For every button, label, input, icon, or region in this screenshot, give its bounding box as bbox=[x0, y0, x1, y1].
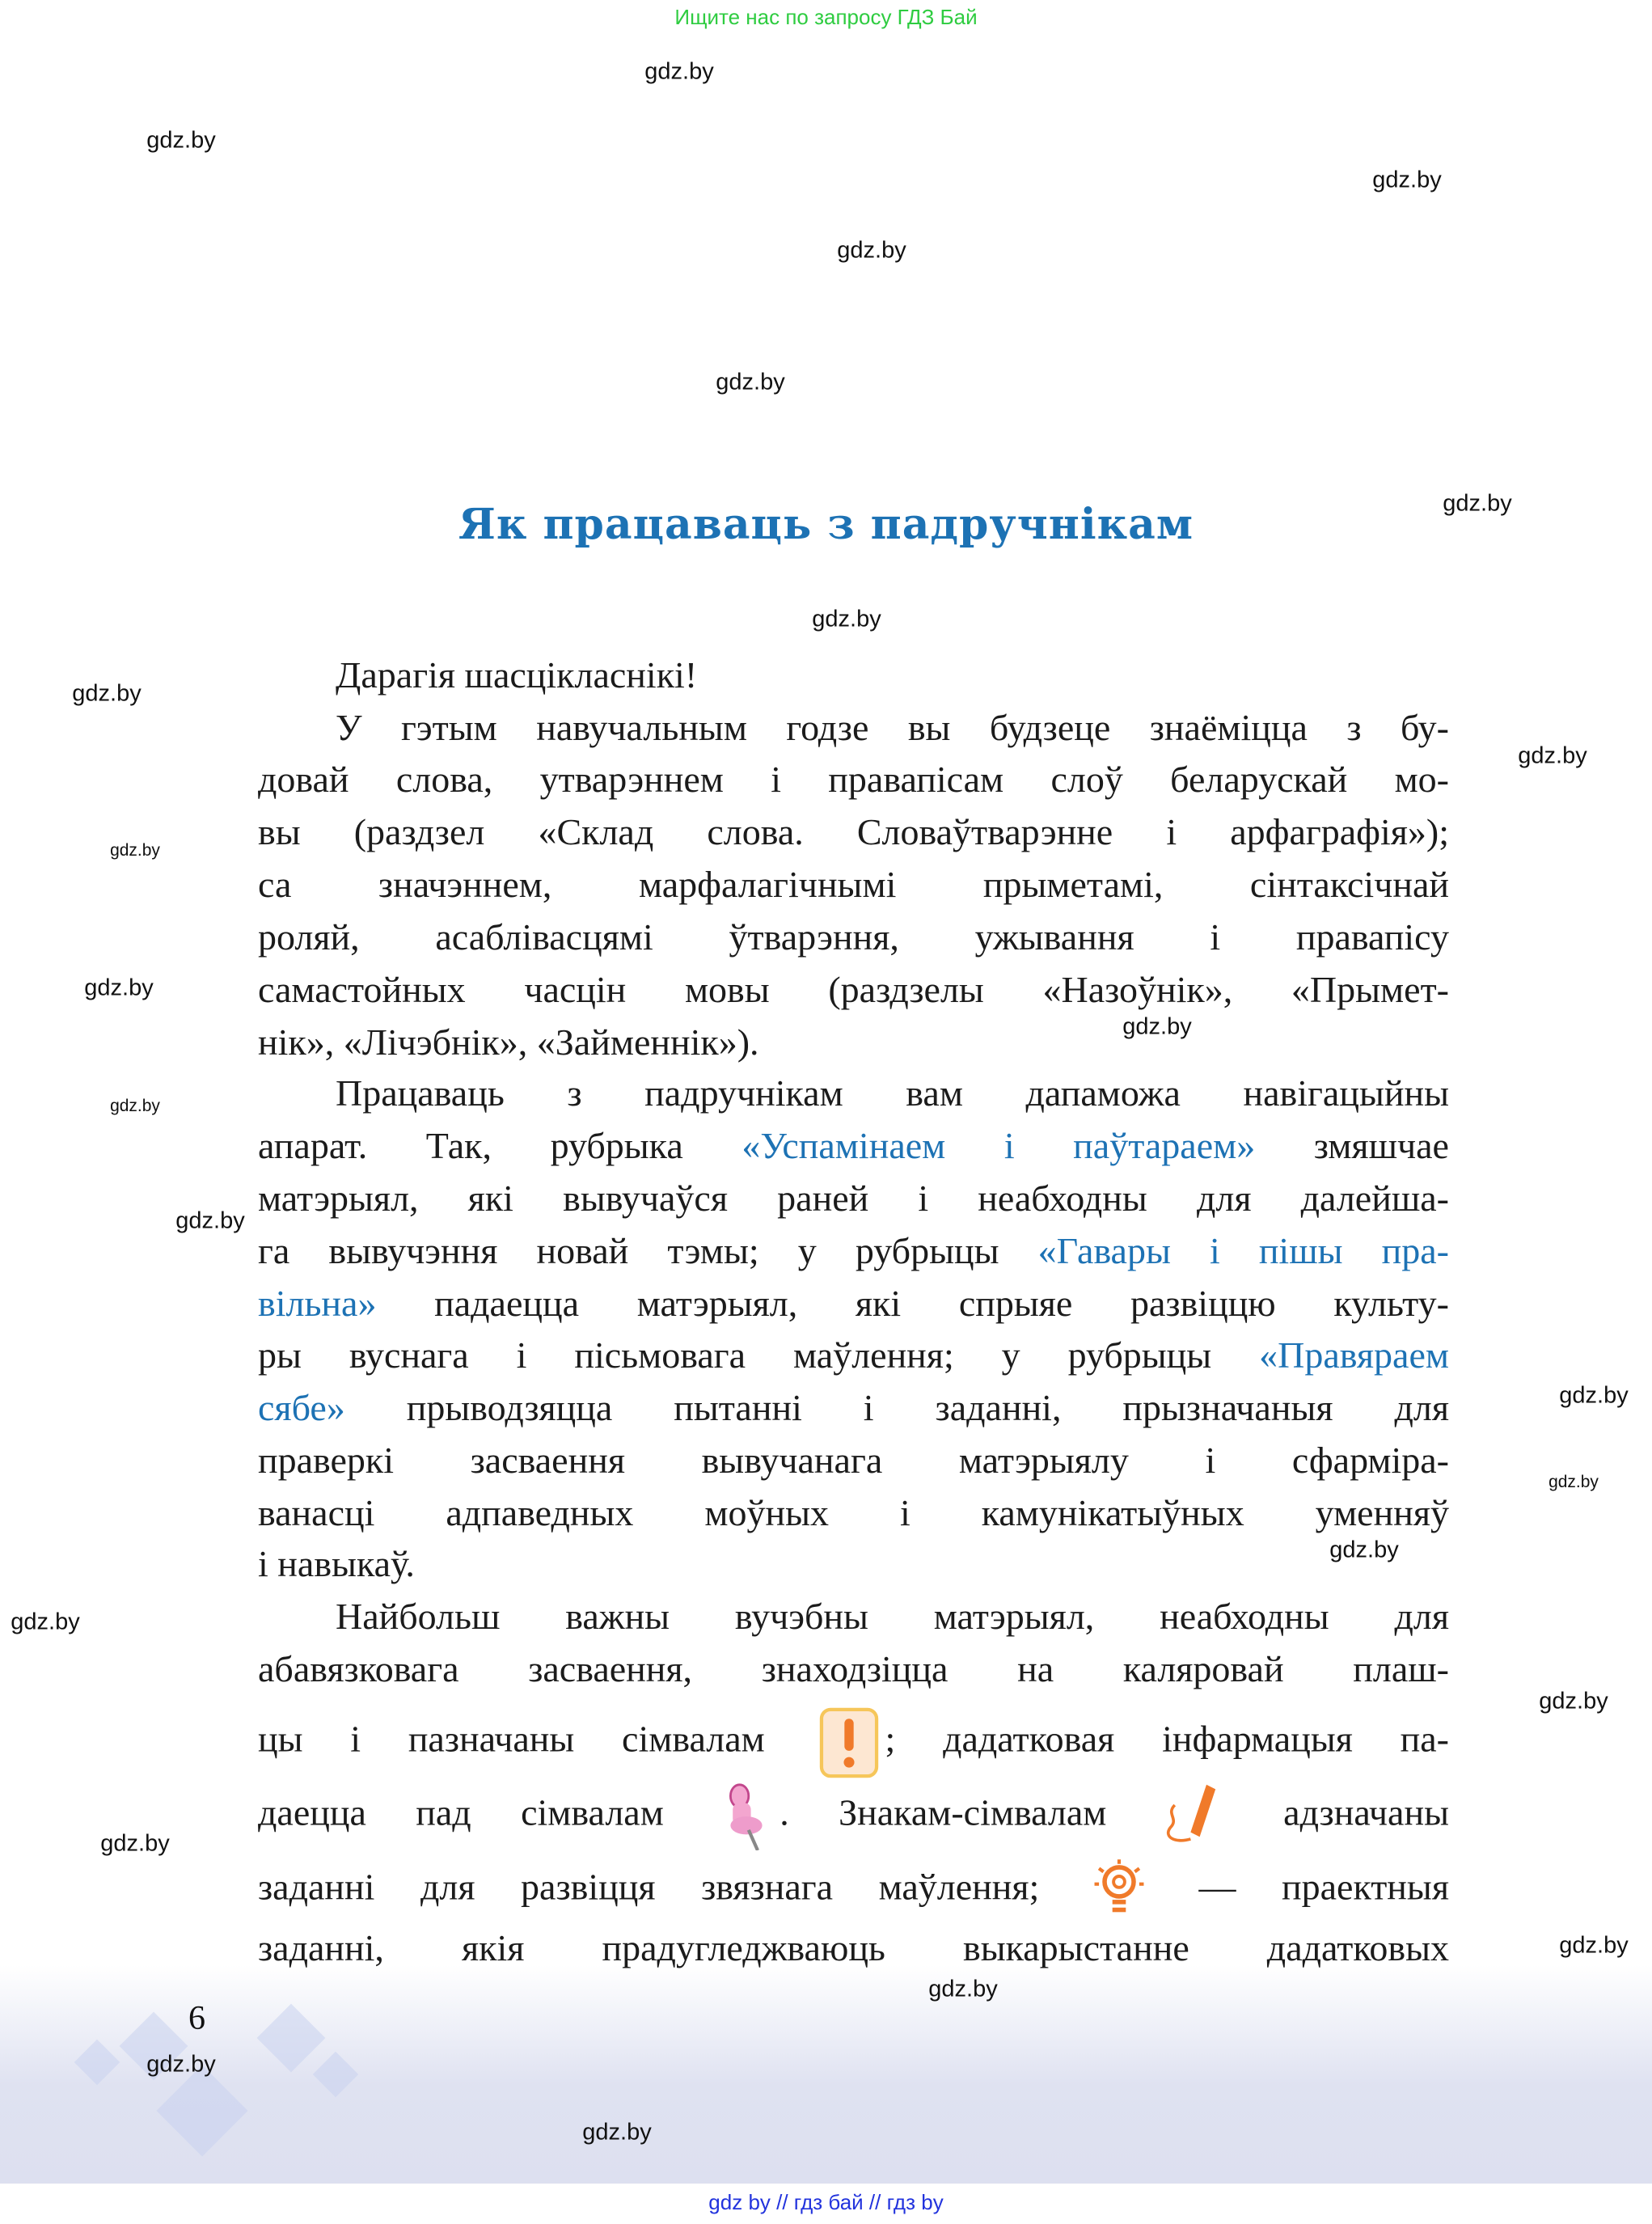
text-line bbox=[258, 967, 1449, 1013]
rubric-name: сябе» bbox=[258, 1387, 345, 1428]
text-line bbox=[336, 653, 1449, 698]
text-segment: адзначаны bbox=[1233, 1791, 1449, 1833]
text-line bbox=[258, 1385, 1449, 1431]
text-segment: ры вуснага і пісьмовага маўлення; у рубрыцы bbox=[258, 1334, 1260, 1376]
text-line bbox=[258, 1020, 1449, 1065]
text-line bbox=[258, 1782, 1449, 1850]
watermark: gdz.by bbox=[812, 606, 881, 632]
rubric-name: «Гавары і пішы пра- bbox=[1037, 1230, 1449, 1271]
text-segment: роляй, асаблівасцямі ўтварэння, ужывання і правапісу bbox=[258, 916, 1449, 958]
text-segment: апарат. Так, рубрыка bbox=[258, 1125, 742, 1166]
text-line bbox=[258, 810, 1449, 855]
text-segment: вы (раздзел «Склад слова. Словаўтварэнне і арфаграфія»); bbox=[258, 811, 1449, 852]
text-segment: . Знакам-сімвалам bbox=[780, 1791, 1156, 1833]
text-segment: заданні, якія прадугледжваюць выкарыстанне дадатковых bbox=[258, 1927, 1449, 1968]
watermark: gdz.by bbox=[1559, 1382, 1629, 1409]
rubric-name: вільна» bbox=[258, 1283, 377, 1324]
text-line bbox=[258, 1281, 1449, 1326]
watermark: gdz.by bbox=[837, 237, 906, 264]
watermark: gdz.by bbox=[644, 58, 714, 85]
text-line bbox=[258, 1926, 1449, 1971]
text-segment: Працаваць з падручнікам вам дапаможа навігацыйны bbox=[336, 1072, 1449, 1114]
text-segment: Найбольш важны вучэбны матэрыял, неабходны для bbox=[336, 1596, 1449, 1637]
text-line bbox=[258, 1333, 1449, 1378]
text-line bbox=[258, 1438, 1449, 1483]
text-line bbox=[258, 1490, 1449, 1536]
text-segment: — праектныя bbox=[1152, 1866, 1449, 1908]
text-line bbox=[258, 1707, 1449, 1778]
text-segment: матэрыял, які вывучаўся раней і неабходны для далейша- bbox=[258, 1178, 1449, 1219]
pen-icon bbox=[1161, 1782, 1229, 1850]
text-line bbox=[258, 1176, 1449, 1221]
text-line bbox=[258, 862, 1449, 907]
text-segment: заданні для развіцця звязнага маўлення; bbox=[258, 1866, 1085, 1908]
watermark: gdz.by bbox=[1539, 1688, 1608, 1715]
watermark: gdz.by bbox=[84, 975, 154, 1001]
watermark: gdz.by bbox=[72, 680, 142, 707]
text-line bbox=[258, 1647, 1449, 1692]
watermark: gdz.by bbox=[146, 127, 216, 154]
watermark: gdz.by bbox=[1518, 742, 1587, 769]
watermark: gdz.by bbox=[1329, 1537, 1399, 1563]
text-segment: довай слова, утварэннем і правапісам слоў беларускай мо- bbox=[258, 759, 1449, 800]
watermark: gdz.by bbox=[1548, 1473, 1599, 1491]
text-segment: змяшчае bbox=[1255, 1125, 1449, 1166]
footer-links[interactable]: gdz by // гдз бай // гдз by bbox=[708, 2190, 944, 2214]
watermark: gdz.by bbox=[716, 369, 785, 395]
page-title: Як працаваць з падручнікам bbox=[458, 500, 1194, 549]
rubric-name: «Правяраем bbox=[1259, 1334, 1449, 1376]
watermark: gdz.by bbox=[582, 2119, 652, 2146]
text-segment: даецца пад сімвалам bbox=[258, 1791, 714, 1833]
lightbulb-icon bbox=[1090, 1857, 1148, 1925]
text-segment: га вывучэння новай тэмы; у рубрыцы bbox=[258, 1230, 1038, 1271]
text-segment: У гэтым навучальным годзе вы будзеце знаёміцца з бу- bbox=[336, 707, 1449, 748]
text-segment: Дарагія шасцікласнікі! bbox=[336, 654, 698, 696]
page-number: 6 bbox=[188, 2000, 205, 2037]
text-segment: ; дадатковая інфармацыя па- bbox=[885, 1718, 1450, 1760]
watermark: gdz.by bbox=[1372, 167, 1442, 193]
watermark: gdz.by bbox=[100, 1830, 170, 1857]
watermark: gdz.by bbox=[110, 841, 160, 860]
watermark: gdz.by bbox=[110, 1097, 160, 1115]
search-banner[interactable]: Ищите нас по запросу ГДЗ Бай bbox=[674, 5, 978, 29]
text-line bbox=[336, 1071, 1449, 1116]
watermark: gdz.by bbox=[1122, 1013, 1192, 1040]
text-line bbox=[336, 705, 1449, 750]
rubric-name: «Успамінаем і паўтараем» bbox=[741, 1125, 1256, 1166]
text-segment: нік», «Лічэбнік», «Займеннік»). bbox=[258, 1021, 759, 1063]
text-segment: цы і пазначаны сімвалам bbox=[258, 1718, 813, 1760]
watermark: gdz.by bbox=[1443, 490, 1512, 517]
watermark: gdz.by bbox=[928, 1976, 998, 2002]
text-line bbox=[258, 1541, 1449, 1587]
text-segment: прыводзяцца пытанні і заданні, прызначаныя для bbox=[344, 1387, 1449, 1428]
text-line bbox=[258, 1857, 1449, 1925]
watermark: gdz.by bbox=[146, 2051, 216, 2078]
watermark: gdz.by bbox=[11, 1609, 80, 1635]
page-bottom-background bbox=[0, 1965, 1652, 2184]
text-segment: са значэннем, марфалагічнымі прыметамі, сінтаксічнай bbox=[258, 864, 1449, 905]
pushpin-icon bbox=[718, 1782, 775, 1850]
text-segment: і навыкаў. bbox=[258, 1543, 415, 1584]
watermark: gdz.by bbox=[175, 1207, 245, 1234]
text-segment: абавязковага засваення, знаходзіцца на каляровай плаш- bbox=[258, 1648, 1449, 1689]
text-line bbox=[258, 757, 1449, 802]
text-line bbox=[258, 1123, 1449, 1169]
text-line bbox=[336, 1594, 1449, 1639]
text-segment: самастойных часцін мовы (раздзелы «Назоўнік», «Прымет- bbox=[258, 969, 1449, 1010]
exclamation-icon bbox=[818, 1707, 881, 1778]
text-segment: падаецца матэрыял, які спрыяе развіццю культу- bbox=[376, 1283, 1449, 1324]
text-line bbox=[258, 1228, 1449, 1274]
text-line bbox=[258, 915, 1449, 960]
text-segment: праверкі засваення вывучанага матэрыялу і сфарміра- bbox=[258, 1440, 1449, 1481]
text-segment: ванасці адпаведных моўных і камунікатыўных уменняў bbox=[258, 1492, 1449, 1533]
watermark: gdz.by bbox=[1559, 1932, 1629, 1959]
